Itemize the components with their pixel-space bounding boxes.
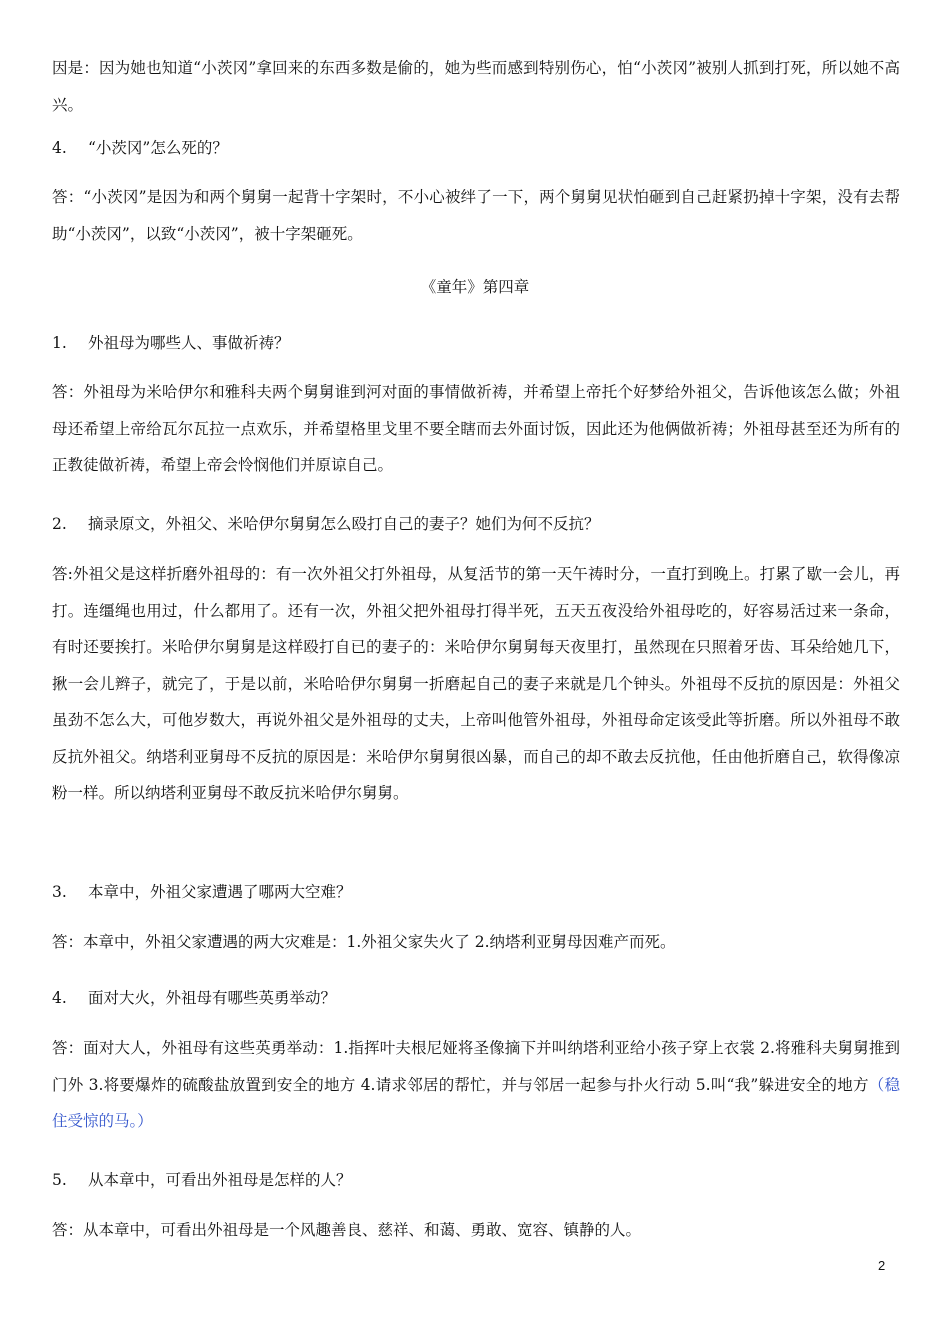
answer-4-highlight: （稳住受惊的马。） — [52, 1075, 900, 1130]
question-4 — [52, 986, 336, 1010]
question-number: 4. — [52, 139, 67, 157]
question-text: “小茨冈”怎么死的？ — [88, 139, 228, 157]
answer-2: 答:外祖父是这样折磨外祖母的：有一次外祖父打外祖母，从复活节的第一天午祷时分，一直打到晚上。打累了歇一会儿，再打。连缰绳也用过，什么都用了。还有一次，外祖父把外祖母打得半死，五天五夜没给外祖母吃的，好容易活过来一条命，有时还要挨打。米哈伊尔舅舅是这样殴打自已的妻子的：米哈伊尔舅舅每天夜里打，虽然现在只照着牙齿、耳朵给她几下，揪一会儿辫子，就完了，于是以前，米哈哈伊尔舅舅一折磨起自己的妻子来就是几个钟头。外祖母不反抗的原因是：外祖父虽劲不怎么大，可他岁数大，再说外祖父是外祖母的丈夫，上帝叫他管外祖母，外祖母命定该受此等折磨。所以外祖母不敢反抗外祖父。纳塔利亚舅母不反抗的原因是：米哈伊尔舅舅很凶暴，而自己的却不敢去反抗他，任由他折磨自己，软得像凉粉一样。所以纳塔利亚舅母不敢反抗米哈伊尔舅舅。 — [52, 565, 900, 802]
question-3 — [52, 880, 352, 904]
question-number: 4. — [52, 989, 67, 1007]
question-text: 摘录原文，外祖父、米哈伊尔舅舅怎么殴打自己的妻子？她们为何不反抗？ — [88, 515, 600, 533]
question-number: 5. — [52, 1171, 67, 1189]
intro-answer: 因是：因为她也知道“小茨冈”拿回来的东西多数是偷的，她为些而感到特别伤心，怕“小茨冈”被别人抓到打死，所以她不高兴。 — [52, 59, 900, 114]
question-5 — [52, 1168, 352, 1192]
answer-3: 答：本章中，外祖父家遭遇的两大灾难是：1.外祖父家失火了 2.纳塔利亚舅母因难产而死。 — [52, 933, 676, 951]
question-text: 面对大火，外祖母有哪些英勇举动？ — [88, 989, 337, 1007]
answer-4 — [52, 1030, 900, 1140]
question-number: 2. — [52, 515, 67, 533]
question-number: 1. — [52, 334, 67, 352]
question-4-prev — [52, 136, 228, 160]
answer-1: 答：外祖母为米哈伊尔和雅科夫两个舅舅谁到河对面的事情做祈祷，并希望上帝托个好梦给外祖父，告诉他该怎么做；外祖母还希望上帝给瓦尔瓦拉一点欢乐，并希望格里戈里不要全瞎而去外面讨饭，因此还为他俩做祈祷；外祖母甚至还为所有的正教徒做祈祷，希望上帝会怜悯他们并原谅自己。 — [52, 383, 900, 474]
question-text: 外祖母为哪些人、事做祈祷？ — [88, 334, 290, 352]
chapter-title: 《童年》第四章 — [420, 278, 530, 296]
page-number: 2 — [878, 1258, 886, 1273]
question-number: 3. — [52, 883, 67, 901]
answer-5: 答：从本章中，可看出外祖母是一个风趣善良、慈祥、和蔼、勇敢、宽容、镇静的人。 — [52, 1221, 642, 1239]
question-text: 从本章中，可看出外祖母是怎样的人？ — [88, 1171, 352, 1189]
question-text: 本章中，外祖父家遭遇了哪两大空难？ — [88, 883, 352, 901]
question-2 — [52, 512, 600, 536]
question-1 — [52, 331, 290, 355]
answer-4-prev: 答：“小茨冈”是因为和两个舅舅一起背十字架时，不小心被绊了一下，两个舅舅见状怕砸到自己赶紧扔掉十字架，没有去帮助“小茨冈”，以致“小茨冈”，被十字架砸死。 — [52, 188, 900, 243]
answer-4-text: 答：面对大人，外祖母有这些英勇举动：1.指挥叶夫根尼娅将圣像摘下并叫纳塔利亚给小孩子穿上衣裳 2.将雅科夫舅舅推到门外 3.将要爆炸的硫酸盐放置到安全的地方 4.请求邻居的帮忙，并与邻居一起参与扑火行动 5.叫“我”躲进安全的地方 — [52, 1039, 900, 1094]
